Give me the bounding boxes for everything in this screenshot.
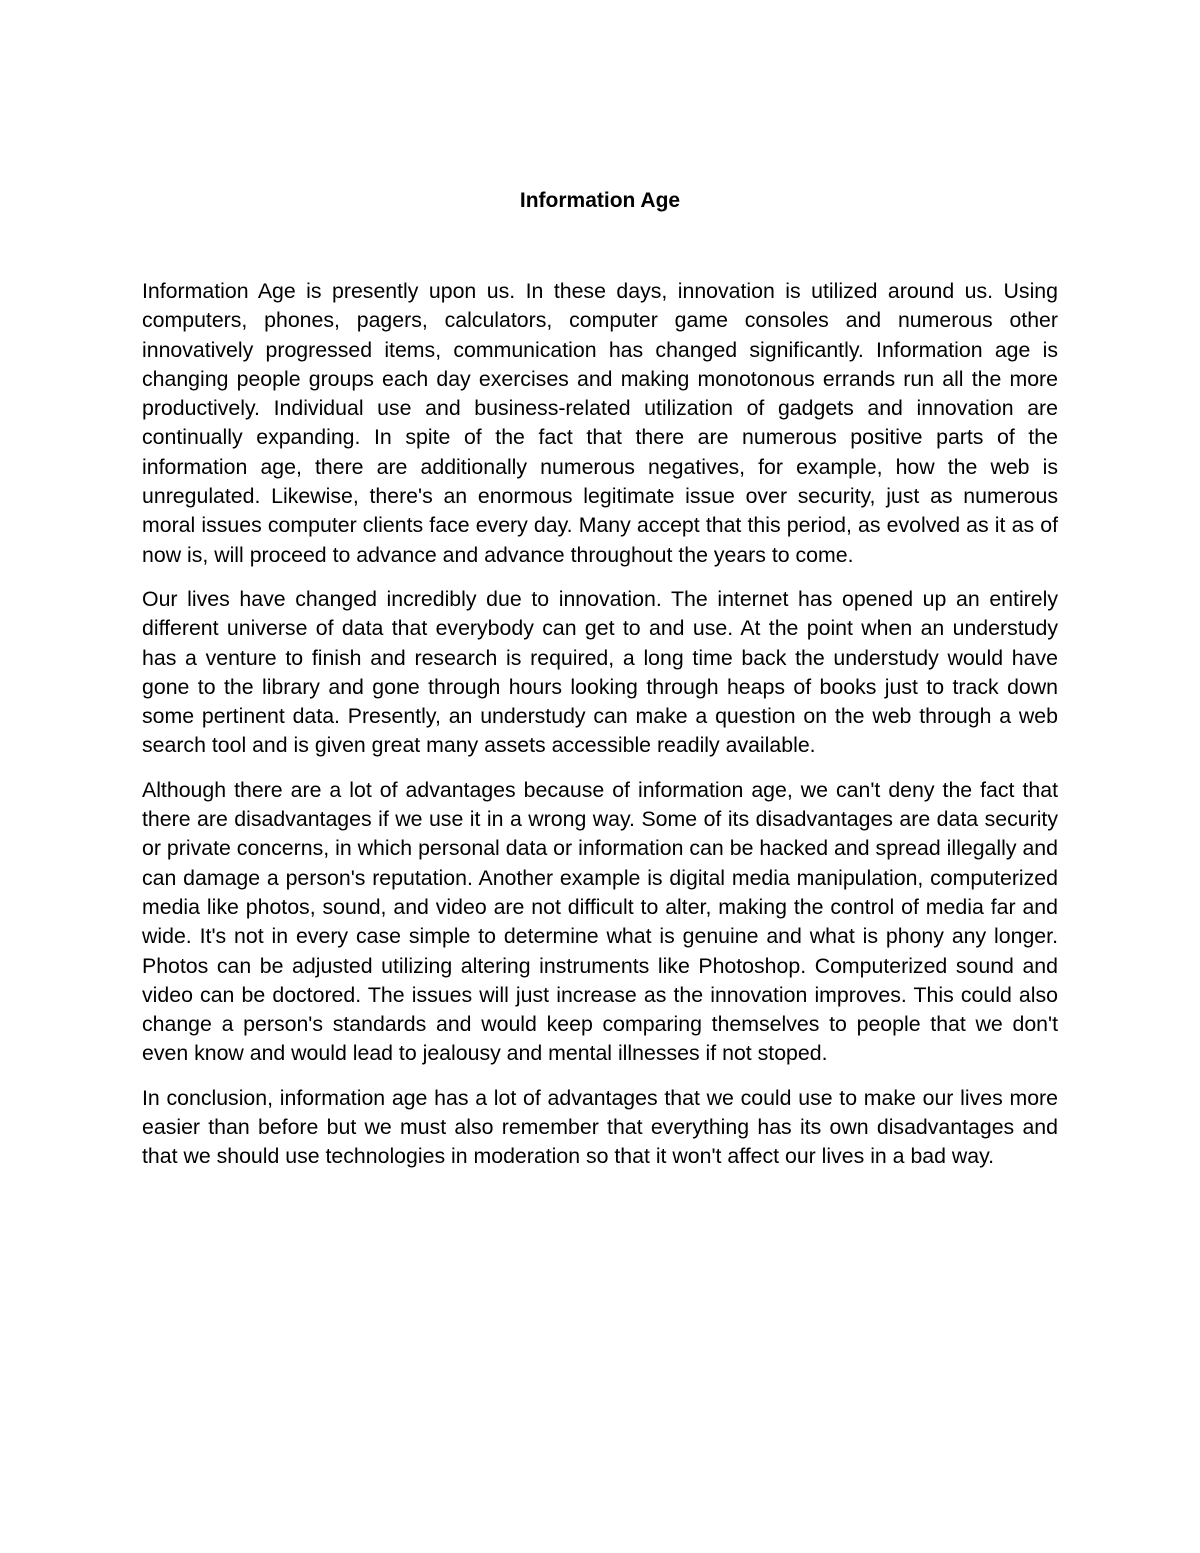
paragraph-conclusion: In conclusion, information age has a lot of advantages that we could use to make our lives more easier than before but we must also remember that everything has its own disadvantages and that we should use technologies in moderation so that it won't affect our lives in a bad way. (142, 1085, 1058, 1169)
paragraph-lives-changed: Our lives have changed incredibly due to innovation. The internet has opened up an entirely different universe of data that everybody can get to and use. At the point when an understudy has a venture to finish and research is required, a long time back the understudy would have gone to the library and gone through hours looking through heaps of books just to track down some pertinent data. Presently, an understudy can make a question on the web through a web search tool and is given great many assets accessible readily available. (142, 586, 1058, 758)
document-title: Information Age (519, 189, 681, 212)
paragraph-intro: Information Age is presently upon us. In these days, innovation is utilized around us. Using computers, phones, pagers, calculators, computer game consoles and numerous other innovatively progressed items, communication has changed significantly. Information age is changing people groups each day exercises and making monotonous errands run all the more productively. Individual use and business-related utilization of gadgets and innovation are continually expanding. In spite of the fact that there are numerous positive parts of the information age, there are additionally numerous negatives, for example, how the web is unregulated. Likewise, there's an enormous legitimate issue over security, just as numerous moral issues computer clients face every day. Many accept that this period, as evolved as it as of now is, will proceed to advance and advance throughout the years to come. (142, 279, 1058, 567)
paragraph-disadvantages: Although there are a lot of advantages because of information age, we can't deny the fact that there are disadvantages if we use it in a wrong way. Some of its disadvantages are data security or private concerns, in which personal data or information can be hacked and spread illegally and can damage a person's reputation. Another example is digital media manipulation, computerized media like photos, sound, and video are not difficult to alter, making the control of media far and wide. It's not in every case simple to determine what is genuine and what is phony any longer. Photos can be adjusted utilizing altering instruments like Photoshop. Computerized sound and video can be doctored. The issues will just increase as the innovation improves. This could also change a person's standards and would keep comparing themselves to people that we don't even know and would lead to jealousy and mental illnesses if not stoped. (142, 777, 1058, 1066)
document-body (142, 277, 1058, 1187)
